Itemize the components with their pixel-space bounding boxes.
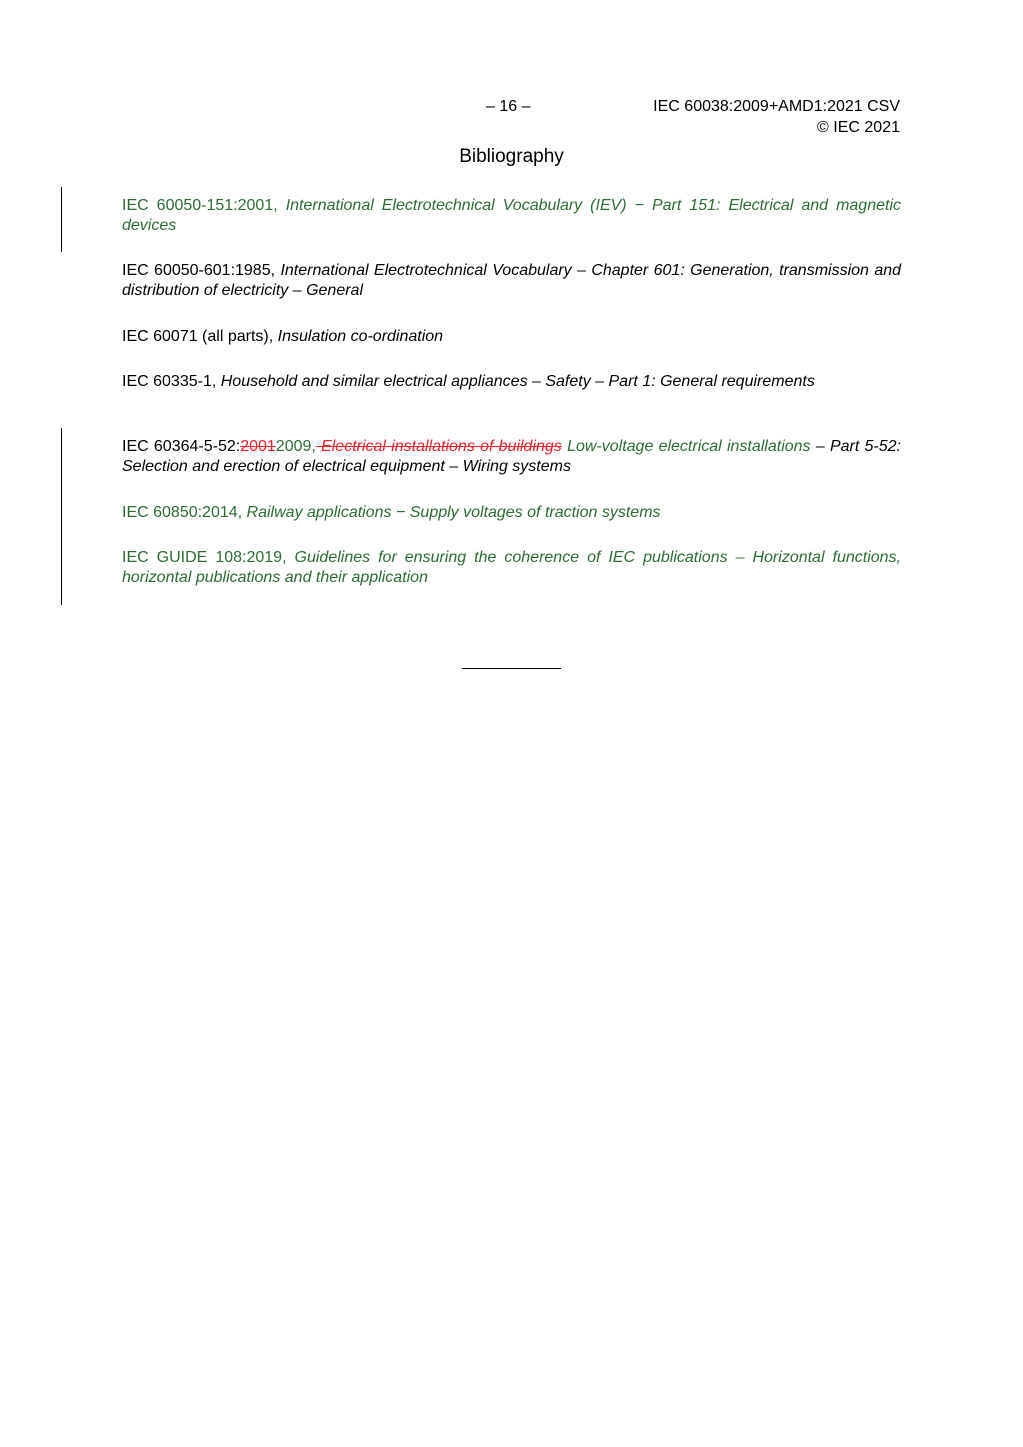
reference-id: IEC 60050-151:2001, <box>122 197 278 214</box>
deleted-title: Electrical installations of buildings <box>315 438 562 455</box>
reference-item <box>122 327 901 347</box>
reference-title: Guidelines for ensuring the coherence of IEC publications – Horizontal functions, horizontal publications and their application <box>122 549 901 586</box>
reference-id-prefix: IEC 60364-5-52: <box>122 438 241 455</box>
reference-id: IEC 60071 (all parts), <box>122 328 274 345</box>
reference-item <box>122 548 901 588</box>
reference-id: IEC 60850:2014, <box>122 504 243 521</box>
reference-title: Railway applications − Supply voltages of traction systems <box>246 504 661 521</box>
reference-title: Household and similar electrical appliances – Safety – Part 1: General requirements <box>220 373 815 390</box>
reference-comma: , <box>311 438 316 455</box>
reference-title: – Part 5-52: Selection and erection of electrical equipment – Wiring systems <box>122 438 902 475</box>
change-bar <box>61 187 62 252</box>
document-id: IEC 60038:2009+AMD1:2021 CSV <box>653 98 900 115</box>
page-title: Bibliography <box>459 146 564 167</box>
reference-item <box>122 437 901 477</box>
inserted-year: 2009 <box>275 438 312 455</box>
reference-title: International Electrotechnical Vocabulary – Chapter 601: Generation, transmission and distribution of electricity – General <box>122 262 902 299</box>
change-bar <box>61 428 62 605</box>
deleted-year: 2001 <box>240 438 276 455</box>
reference-id: IEC 60335-1, <box>122 373 217 390</box>
copyright-notice: © IEC 2021 <box>817 119 900 136</box>
reference-item <box>122 261 901 301</box>
reference-id: IEC 60050-601:1985, <box>122 262 276 279</box>
reference-title: International Electrotechnical Vocabulary (IEV) − Part 151: Electrical and magnetic devices <box>122 197 902 234</box>
inserted-title: Low-voltage electrical installations <box>567 438 811 455</box>
reference-item <box>122 503 901 523</box>
page-number: – 16 – <box>486 98 531 115</box>
reference-title: Insulation co-ordination <box>277 328 444 345</box>
end-of-document-rule <box>462 668 561 669</box>
reference-item <box>122 372 901 392</box>
reference-item <box>122 196 901 236</box>
reference-id: IEC GUIDE 108:2019, <box>122 549 287 566</box>
